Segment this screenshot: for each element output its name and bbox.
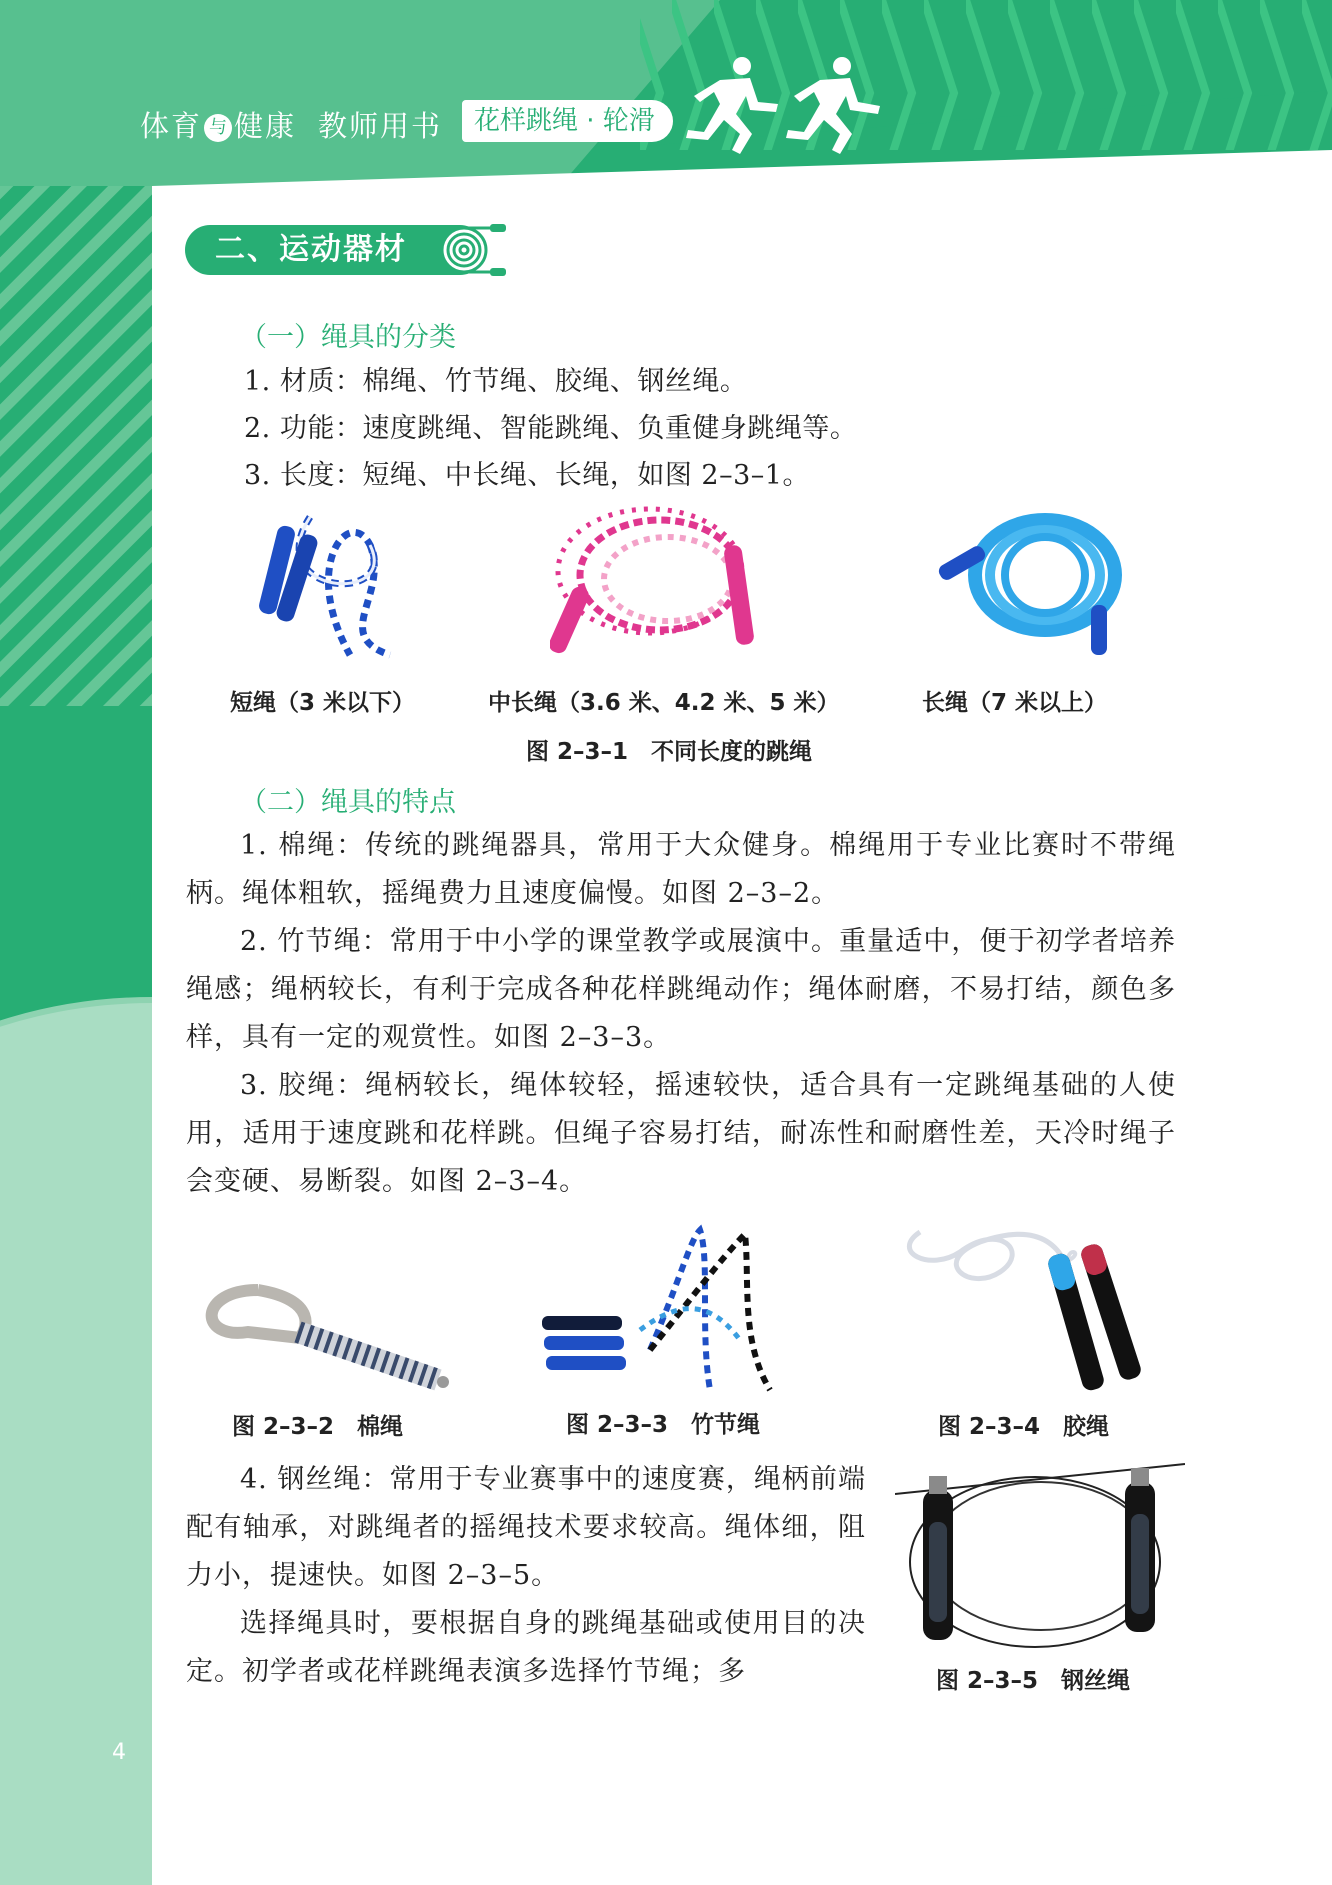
caption-rubber-rope: 图 2–3–4 胶绳 bbox=[938, 1414, 1110, 1440]
book-title bbox=[140, 104, 442, 145]
caption-bamboo-rope: 图 2–3–3 竹节绳 bbox=[566, 1412, 761, 1438]
chapter-tag: 花样跳绳 · 轮滑 bbox=[462, 100, 673, 142]
subheading-classification: （一）绳具的分类 bbox=[240, 322, 456, 353]
short-rope-image bbox=[240, 505, 430, 665]
section-title: 二、运动器材 bbox=[185, 225, 485, 275]
caption-short-rope: 短绳（3 米以下） bbox=[230, 690, 416, 716]
figure-2-3-1-title: 图 2–3–1 不同长度的跳绳 bbox=[526, 739, 813, 765]
list-item-function: 2. 功能：速度跳绳、智能跳绳、负重健身跳绳等。 bbox=[244, 413, 858, 444]
runners-icon bbox=[680, 52, 890, 162]
page-number: 4 bbox=[112, 1740, 126, 1765]
book-title-part-c: 教师用书 bbox=[318, 109, 443, 143]
caption-steel-rope: 图 2–3–5 钢丝绳 bbox=[936, 1668, 1131, 1694]
paragraph-steel-rope: 4. 钢丝绳：常用于专业赛事中的速度赛，绳柄前端配有轴承，对跳绳者的摇绳技术要求较高。绳体细，阻力小，提速快。如图 2–3–5。 bbox=[186, 1464, 866, 1591]
caption-medium-rope: 中长绳（3.6 米、4.2 米、5 米） bbox=[488, 690, 840, 716]
book-title-part-b: 健康 bbox=[234, 109, 297, 143]
paragraph-choosing-rope: 选择绳具时，要根据自身的跳绳基础或使用目的决定。初学者或花样跳绳表演多选择竹节绳；多 bbox=[186, 1608, 866, 1687]
paragraph-cotton-rope: 1. 棉绳：传统的跳绳器具，常用于大众健身。棉绳用于专业比赛时不带绳柄。绳体粗软，摇绳费力且速度偏慢。如图 2–3–2。 bbox=[186, 830, 1176, 909]
jump-rope-icon bbox=[438, 222, 510, 278]
bamboo-rope-image bbox=[540, 1220, 790, 1400]
cotton-rope-image bbox=[198, 1270, 458, 1400]
rubber-rope-image bbox=[890, 1212, 1170, 1402]
steel-rope-image bbox=[895, 1452, 1185, 1652]
caption-cotton-rope: 图 2–3–2 棉绳 bbox=[232, 1414, 404, 1440]
paragraph-rubber-rope: 3. 胶绳：绳柄较长，绳体较轻，摇速较快，适合具有一定跳绳基础的人使用，适用于速度跳和花样跳。但绳子容易打结，耐冻性和耐磨性差，天冷时绳子会变硬、易断裂。如图 2–3–4。 bbox=[186, 1070, 1176, 1197]
caption-long-rope: 长绳（7 米以上） bbox=[922, 690, 1108, 716]
book-title-part-a: 体育 bbox=[140, 109, 203, 143]
long-rope-image bbox=[925, 505, 1135, 665]
paragraph-bamboo-rope: 2. 竹节绳：常用于中小学的课堂教学或展演中。重量适中，便于初学者培养绳感；绳柄较长，有利于完成各种花样跳绳动作；绳体耐磨，不易打结，颜色多样，具有一定的观赏性。如图 2–3–3。 bbox=[186, 926, 1176, 1053]
book-title-and-badge: 与 bbox=[204, 114, 232, 142]
medium-rope-image bbox=[550, 505, 780, 665]
list-item-length: 3. 长度：短绳、中长绳、长绳，如图 2–3–1。 bbox=[244, 460, 810, 491]
subheading-features: （二）绳具的特点 bbox=[240, 787, 456, 818]
list-item-material: 1. 材质：棉绳、竹节绳、胶绳、钢丝绳。 bbox=[244, 366, 748, 397]
